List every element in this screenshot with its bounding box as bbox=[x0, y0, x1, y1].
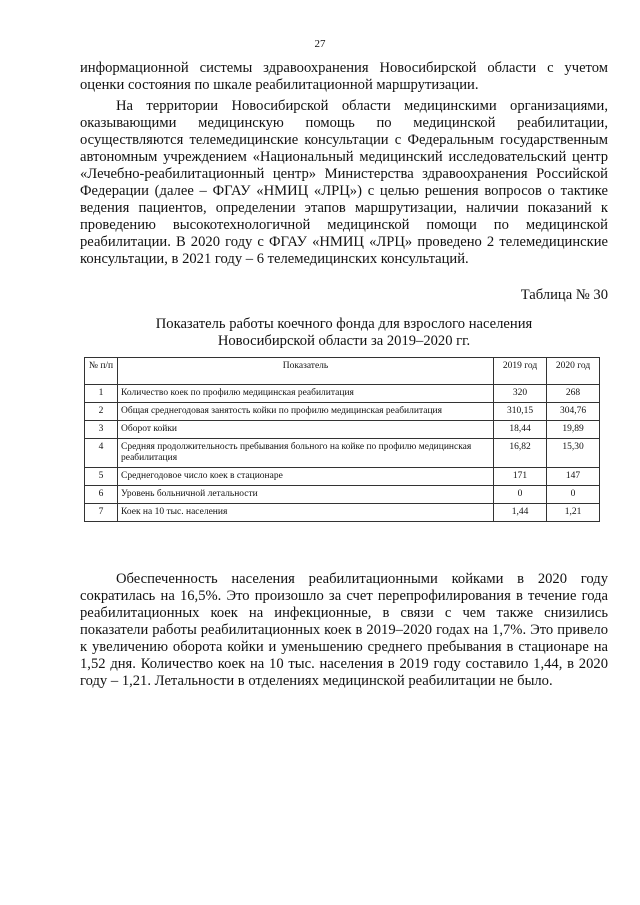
cell-indicator: Оборот койки bbox=[118, 421, 494, 439]
cell-indicator: Коек на 10 тыс. населения bbox=[118, 504, 494, 522]
cell-num: 2 bbox=[85, 403, 118, 421]
table-row bbox=[85, 385, 600, 403]
cell-num: 6 bbox=[85, 486, 118, 504]
table-row bbox=[85, 439, 600, 468]
cell-indicator: Средняя продолжительность пребывания больного на койке по профилю медицинская реабилитация bbox=[118, 439, 494, 468]
bed-fund-table bbox=[84, 357, 600, 522]
table-row bbox=[85, 504, 600, 522]
page-number: 27 bbox=[314, 38, 326, 50]
cell-2020: 147 bbox=[547, 468, 600, 486]
cell-2020: 268 bbox=[547, 385, 600, 403]
table-title-line-2: Новосибирской области за 2019–2020 гг. bbox=[217, 333, 471, 349]
cell-indicator: Общая среднегодовая занятость койки по профилю медицинская реабилитация bbox=[118, 403, 494, 421]
paragraph-telemedicine bbox=[80, 98, 608, 268]
cell-2019: 0 bbox=[494, 486, 547, 504]
cell-2019: 16,82 bbox=[494, 439, 547, 468]
table-title-line-1: Показатель работы коечного фонда для взрослого населения bbox=[155, 316, 533, 332]
cell-num: 3 bbox=[85, 421, 118, 439]
cell-indicator: Количество коек по профилю медицинская реабилитация bbox=[118, 385, 494, 403]
cell-2020: 1,21 bbox=[547, 504, 600, 522]
cell-num: 4 bbox=[85, 439, 118, 468]
table-title bbox=[80, 316, 608, 350]
cell-2020: 19,89 bbox=[547, 421, 600, 439]
table-label: Таблица № 30 bbox=[520, 287, 608, 303]
cell-2019: 1,44 bbox=[494, 504, 547, 522]
cell-2020: 15,30 bbox=[547, 439, 600, 468]
cell-2019: 18,44 bbox=[494, 421, 547, 439]
paragraph-intro bbox=[80, 60, 608, 94]
cell-2020: 0 bbox=[547, 486, 600, 504]
cell-2019: 310,15 bbox=[494, 403, 547, 421]
paragraph-conclusion bbox=[80, 571, 608, 690]
header-2019: 2019 год bbox=[494, 358, 547, 385]
table-row bbox=[85, 403, 600, 421]
cell-num: 1 bbox=[85, 385, 118, 403]
cell-num: 7 bbox=[85, 504, 118, 522]
cell-2020: 304,76 bbox=[547, 403, 600, 421]
cell-2019: 171 bbox=[494, 468, 547, 486]
cell-num: 5 bbox=[85, 468, 118, 486]
paragraph-3-text: Обеспеченность населения реабилитационными койками в 2020 году сократилась на 16,5%. Это произошло за счет перепрофилирования в течение года реабилитационных коек на инфекционные, в связи с чем также снизились показатели работы реабилитационных коек в 2019–2020 годах на 1,7%. Это привело к увеличению оборота койки и уменьшению среднего пребывания в стационаре на 1,52 дня. Количество коек на 10 тыс. населения в 2019 году составило 1,44, в 2020 году – 1,21. Летальности в отделениях медицинской реабилитации не было. bbox=[80, 571, 608, 689]
table-row bbox=[85, 468, 600, 486]
cell-2019: 320 bbox=[494, 385, 547, 403]
cell-indicator: Среднегодовое число коек в стационаре bbox=[118, 468, 494, 486]
header-2020: 2020 год bbox=[547, 358, 600, 385]
cell-indicator: Уровень больничной летальности bbox=[118, 486, 494, 504]
paragraph-2-text: На территории Новосибирской области медицинскими организациями, оказывающими медицинскую помощь по медицинской реабилитации, осуществляются телемедицинские консультации с Федеральным государственным автономным учреждением «Национальный медицинский исследовательский центр «Лечебно-реабилитационный центр» Министерства здравоохранения Российской Федерации (далее – ФГАУ «НМИЦ «ЛРЦ») с целью решения вопросов о тактике ведения пациентов, определении этапов маршрутизации, наличии показаний к проведению высокотехнологичной медицинской помощи по медицинской реабилитации. В 2020 году с ФГАУ «НМИЦ «ЛРЦ» проведено 2 телемедицинские консультации, в 2021 году – 6 телемедицинских консультаций. bbox=[80, 98, 608, 267]
table-row bbox=[85, 421, 600, 439]
table-row bbox=[85, 486, 600, 504]
header-indicator: Показатель bbox=[118, 358, 494, 385]
header-num: № п/п bbox=[85, 358, 118, 385]
table-header-row bbox=[85, 358, 600, 385]
paragraph-1-text: информационной системы здравоохранения Новосибирской области с учетом оценки состояния по шкале реабилитационной маршрутизации. bbox=[80, 60, 608, 93]
